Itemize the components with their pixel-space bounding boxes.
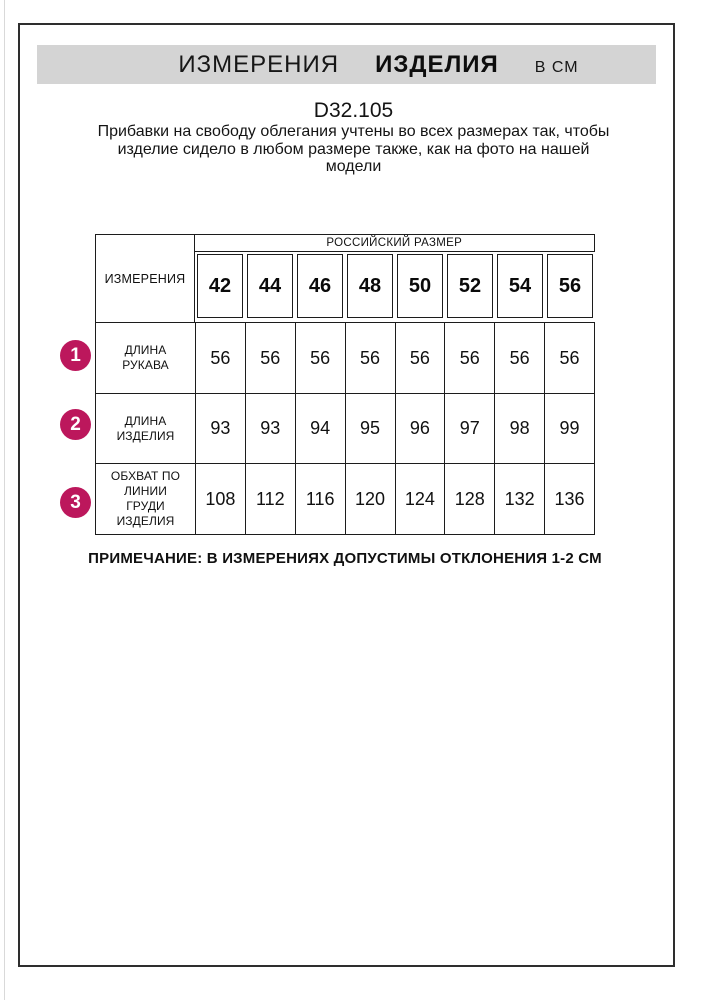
row-label: ДЛИНА РУКАВА	[96, 323, 196, 394]
russian-size-header-label: РОССИЙСКИЙ РАЗМЕР	[326, 237, 463, 249]
value-cell: 95	[345, 394, 395, 464]
value-cell: 112	[245, 464, 295, 535]
size-cell-54: 54	[497, 254, 543, 318]
size-cell-42: 42	[197, 254, 243, 318]
value-cell: 108	[196, 464, 246, 535]
table-row-sleeve-length	[96, 323, 595, 394]
description-line-1: Прибавки на свободу облегания учтены во всех размерах так, чтобы	[97, 123, 610, 140]
row-label: ОБХВАТ ПО ЛИНИИ ГРУДИ ИЗДЕЛИЯ	[96, 464, 196, 535]
product-description	[0, 123, 707, 176]
page-title	[178, 51, 578, 79]
description-line-2: изделие сидело в любом размере также, как на фото на нашей	[117, 140, 590, 158]
table-row-chest-girth	[96, 464, 595, 535]
measurements-header-label: ИЗМЕРЕНИЯ	[104, 271, 186, 286]
value-cell: 93	[196, 394, 246, 464]
value-cell: 56	[395, 323, 445, 394]
row-label: ДЛИНА ИЗДЕЛИЯ	[96, 394, 196, 464]
russian-size-header-cell	[194, 234, 596, 252]
size-cell-50: 50	[397, 254, 443, 318]
value-cell: 56	[495, 323, 545, 394]
size-cell-52: 52	[447, 254, 493, 318]
value-cell: 97	[445, 394, 495, 464]
size-cell-46: 46	[297, 254, 343, 318]
value-cell: 116	[295, 464, 345, 535]
size-cell-56: 56	[547, 254, 593, 318]
table-row-garment-length	[96, 394, 595, 464]
product-code: D32.105	[313, 99, 394, 122]
value-cell: 132	[495, 464, 545, 535]
size-cell-48: 48	[347, 254, 393, 318]
value-cell: 56	[345, 323, 395, 394]
value-cell: 136	[545, 464, 595, 535]
description-line-3: модели	[325, 158, 382, 175]
title-product: ИЗДЕЛИЯ	[375, 50, 499, 78]
value-cell: 56	[445, 323, 495, 394]
size-table	[95, 234, 595, 537]
value-cell: 98	[495, 394, 545, 464]
value-cell: 120	[345, 464, 395, 535]
value-cell: 128	[445, 464, 495, 535]
value-cell: 56	[295, 323, 345, 394]
value-cell: 99	[545, 394, 595, 464]
row-marker-2: 2	[60, 409, 91, 440]
row-marker-1: 1	[60, 340, 91, 371]
title-bar	[37, 45, 656, 84]
size-cell-44: 44	[247, 254, 293, 318]
value-cell: 124	[395, 464, 445, 535]
value-cell: 94	[295, 394, 345, 464]
value-cell: 96	[395, 394, 445, 464]
measurements-header-cell	[95, 234, 195, 322]
value-cell: 93	[245, 394, 295, 464]
value-cell: 56	[545, 323, 595, 394]
title-measurements: ИЗМЕРЕНИЯ	[178, 50, 340, 78]
value-cell: 56	[245, 323, 295, 394]
value-cell: 56	[196, 323, 246, 394]
size-header-row	[195, 254, 595, 318]
row-marker-3: 3	[60, 487, 91, 518]
title-unit: В СМ	[534, 58, 579, 76]
tolerance-note: ПРИМЕЧАНИЕ: В ИЗМЕРЕНИЯХ ДОПУСТИМЫ ОТКЛОНЕНИЯ 1-2 СМ	[88, 550, 602, 567]
measurement-grid	[95, 322, 595, 535]
